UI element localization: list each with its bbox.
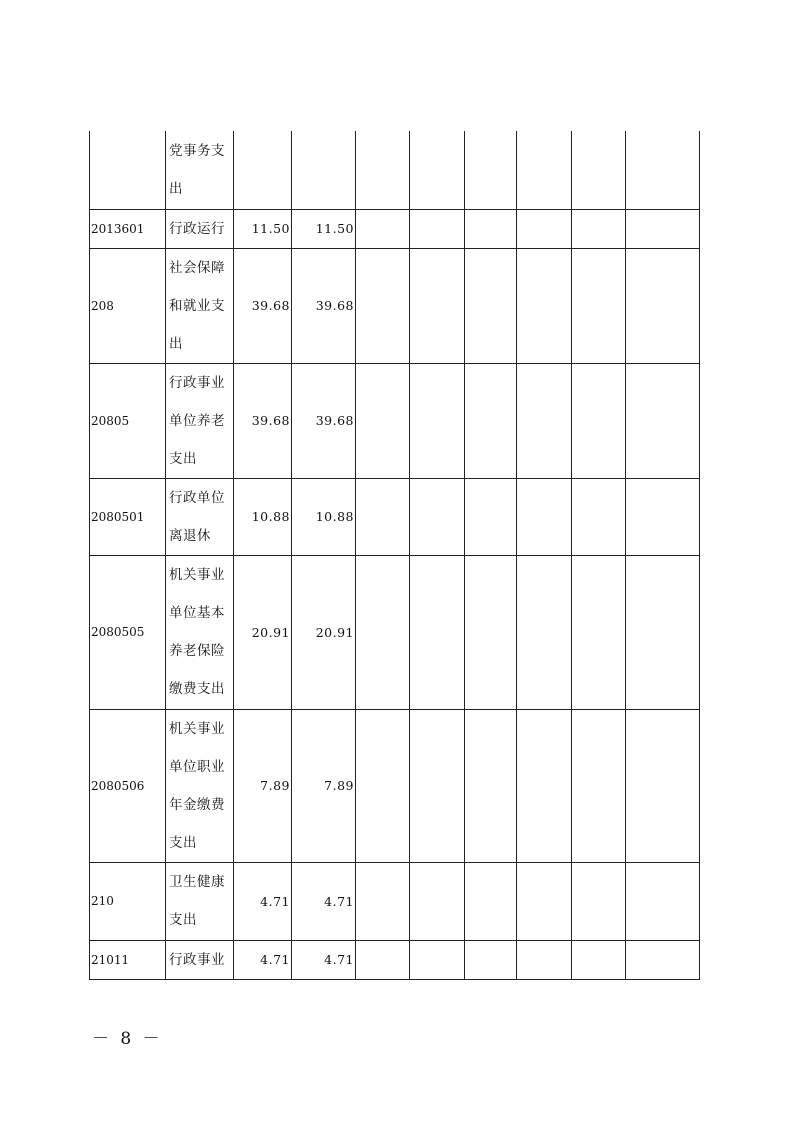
empty-cell: [356, 709, 410, 862]
subject-code-cell: 20805: [90, 363, 166, 478]
subject-name-cell: 行政事业单位养老支出: [166, 363, 234, 478]
empty-cell: [410, 131, 465, 209]
total-amount-cell: 4.71: [234, 862, 292, 940]
total-amount-cell: 39.68: [234, 363, 292, 478]
empty-cell: [626, 555, 700, 709]
subject-code-cell: 210: [90, 862, 166, 940]
empty-cell: [572, 478, 626, 555]
empty-cell: [517, 131, 572, 209]
empty-cell: [410, 709, 465, 862]
empty-cell: [356, 131, 410, 209]
table-row: [90, 862, 700, 940]
subject-name-cell: 行政运行: [166, 209, 234, 248]
empty-cell: [517, 862, 572, 940]
subject-code-cell: 21011: [90, 940, 166, 979]
empty-cell: [572, 862, 626, 940]
subject-name-cell: 党事务支出: [166, 131, 234, 209]
total-amount-cell: 4.71: [234, 940, 292, 979]
table-row: [90, 209, 700, 248]
empty-cell: [356, 940, 410, 979]
empty-cell: [465, 862, 517, 940]
empty-cell: [465, 131, 517, 209]
empty-cell: [626, 709, 700, 862]
empty-cell: [465, 709, 517, 862]
empty-cell: [410, 478, 465, 555]
empty-cell: [517, 709, 572, 862]
empty-cell: [410, 555, 465, 709]
empty-cell: [572, 555, 626, 709]
empty-cell: [356, 478, 410, 555]
budget-expenditure-table: [89, 131, 700, 980]
table-row: [90, 363, 700, 478]
empty-cell: [465, 363, 517, 478]
page-number: － 8 －: [92, 1029, 163, 1049]
subject-name-cell: 机关事业单位职业年金缴费支出: [166, 709, 234, 862]
table-row: [90, 478, 700, 555]
empty-cell: [517, 478, 572, 555]
empty-cell: [410, 940, 465, 979]
empty-cell: [626, 478, 700, 555]
empty-cell: [517, 940, 572, 979]
subject-name-cell: 机关事业单位基本养老保险缴费支出: [166, 555, 234, 709]
empty-cell: [410, 209, 465, 248]
empty-cell: [356, 363, 410, 478]
subject-code-cell: 208: [90, 248, 166, 363]
empty-cell: [465, 248, 517, 363]
empty-cell: [517, 363, 572, 478]
empty-cell: [356, 555, 410, 709]
empty-cell: [356, 248, 410, 363]
empty-cell: [572, 363, 626, 478]
subject-name-cell: 行政单位离退休: [166, 478, 234, 555]
total-amount-cell: 7.89: [234, 709, 292, 862]
basic-expenditure-cell: 4.71: [292, 940, 356, 979]
basic-expenditure-cell: 20.91: [292, 555, 356, 709]
empty-cell: [626, 862, 700, 940]
total-amount-cell: 10.88: [234, 478, 292, 555]
basic-expenditure-cell: [292, 131, 356, 209]
empty-cell: [356, 862, 410, 940]
table-row: [90, 131, 700, 209]
basic-expenditure-cell: 39.68: [292, 363, 356, 478]
empty-cell: [626, 940, 700, 979]
empty-cell: [626, 363, 700, 478]
basic-expenditure-cell: 4.71: [292, 862, 356, 940]
subject-name-cell: 卫生健康支出: [166, 862, 234, 940]
table-row: [90, 709, 700, 862]
subject-code-cell: [90, 131, 166, 209]
empty-cell: [356, 209, 410, 248]
table-row: [90, 940, 700, 979]
empty-cell: [572, 709, 626, 862]
empty-cell: [572, 940, 626, 979]
basic-expenditure-cell: 10.88: [292, 478, 356, 555]
basic-expenditure-cell: 11.50: [292, 209, 356, 248]
empty-cell: [626, 131, 700, 209]
subject-code-cell: 2080506: [90, 709, 166, 862]
empty-cell: [626, 209, 700, 248]
empty-cell: [572, 131, 626, 209]
subject-code-cell: 2080505: [90, 555, 166, 709]
empty-cell: [410, 363, 465, 478]
empty-cell: [517, 209, 572, 248]
empty-cell: [626, 248, 700, 363]
subject-name-cell: 社会保障和就业支出: [166, 248, 234, 363]
empty-cell: [465, 555, 517, 709]
total-amount-cell: 39.68: [234, 248, 292, 363]
empty-cell: [410, 248, 465, 363]
total-amount-cell: 20.91: [234, 555, 292, 709]
total-amount-cell: 11.50: [234, 209, 292, 248]
basic-expenditure-cell: 39.68: [292, 248, 356, 363]
empty-cell: [410, 862, 465, 940]
basic-expenditure-cell: 7.89: [292, 709, 356, 862]
subject-code-cell: 2080501: [90, 478, 166, 555]
table-row: [90, 555, 700, 709]
empty-cell: [465, 209, 517, 248]
empty-cell: [572, 209, 626, 248]
total-amount-cell: [234, 131, 292, 209]
table-row: [90, 248, 700, 363]
empty-cell: [572, 248, 626, 363]
empty-cell: [517, 248, 572, 363]
empty-cell: [465, 940, 517, 979]
subject-name-cell: 行政事业: [166, 940, 234, 979]
subject-code-cell: 2013601: [90, 209, 166, 248]
empty-cell: [465, 478, 517, 555]
empty-cell: [517, 555, 572, 709]
